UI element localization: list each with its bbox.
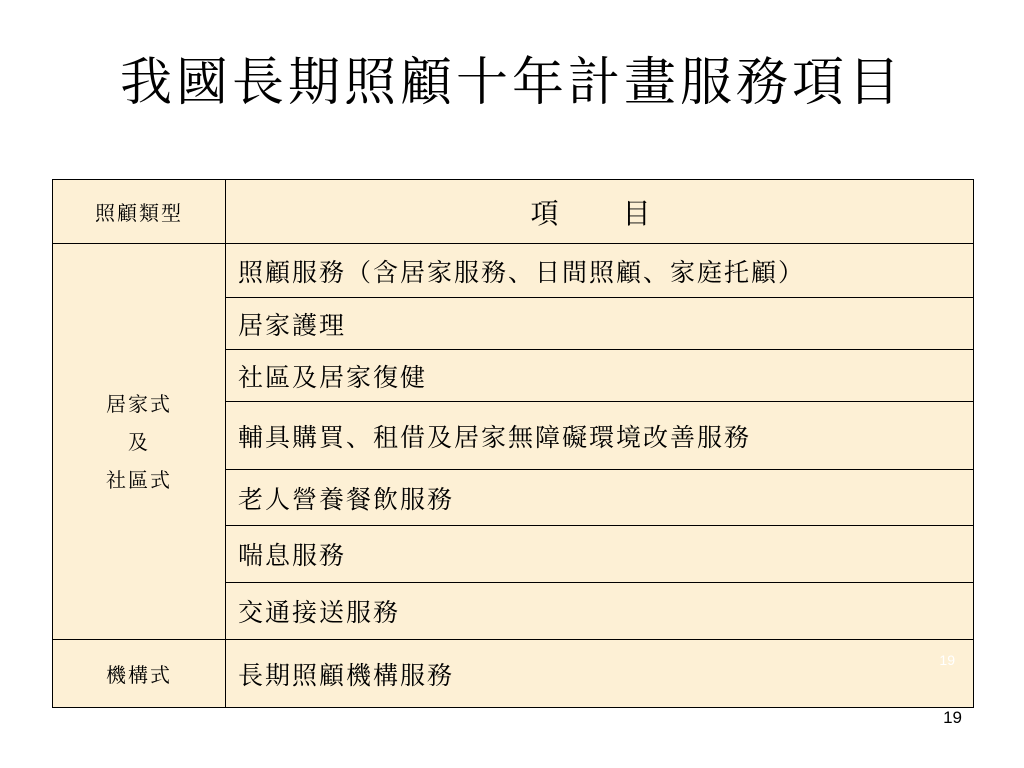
header-item-cell: 項 目 [226,180,974,244]
institutional-item-label: 長期照顧機構服務 [238,660,455,690]
type-line-community: 社區式 [106,467,172,492]
item-assistive-devices: 輔具購買、租借及居家無障礙環境改善服務 [226,402,974,470]
item-care-services: 照顧服務（含居家服務、日間照顧、家庭托顧） [226,244,974,298]
item-institutional-care [226,640,974,708]
item-respite-services: 喘息服務 [226,526,974,583]
table-header-row [53,180,974,244]
type-line-home: 居家式 [106,391,172,416]
table-row [53,244,974,298]
type-line-and: 及 [128,429,150,454]
table-row [53,640,974,708]
home-community-type-cell [53,244,226,640]
item-transportation: 交通接送服務 [226,583,974,640]
item-meal-services: 老人營養餐飲服務 [226,470,974,526]
slide-title: 我國長期照顧十年計畫服務項目 [119,53,904,113]
item-rehabilitation: 社區及居家復健 [226,350,974,402]
service-items-table [52,179,974,708]
institutional-type-cell: 機構式 [53,640,226,708]
inner-page-number: 19 [939,652,955,668]
item-home-nursing: 居家護理 [226,298,974,350]
page-number: 19 [943,708,962,727]
header-type-cell: 照顧類型 [53,180,226,244]
